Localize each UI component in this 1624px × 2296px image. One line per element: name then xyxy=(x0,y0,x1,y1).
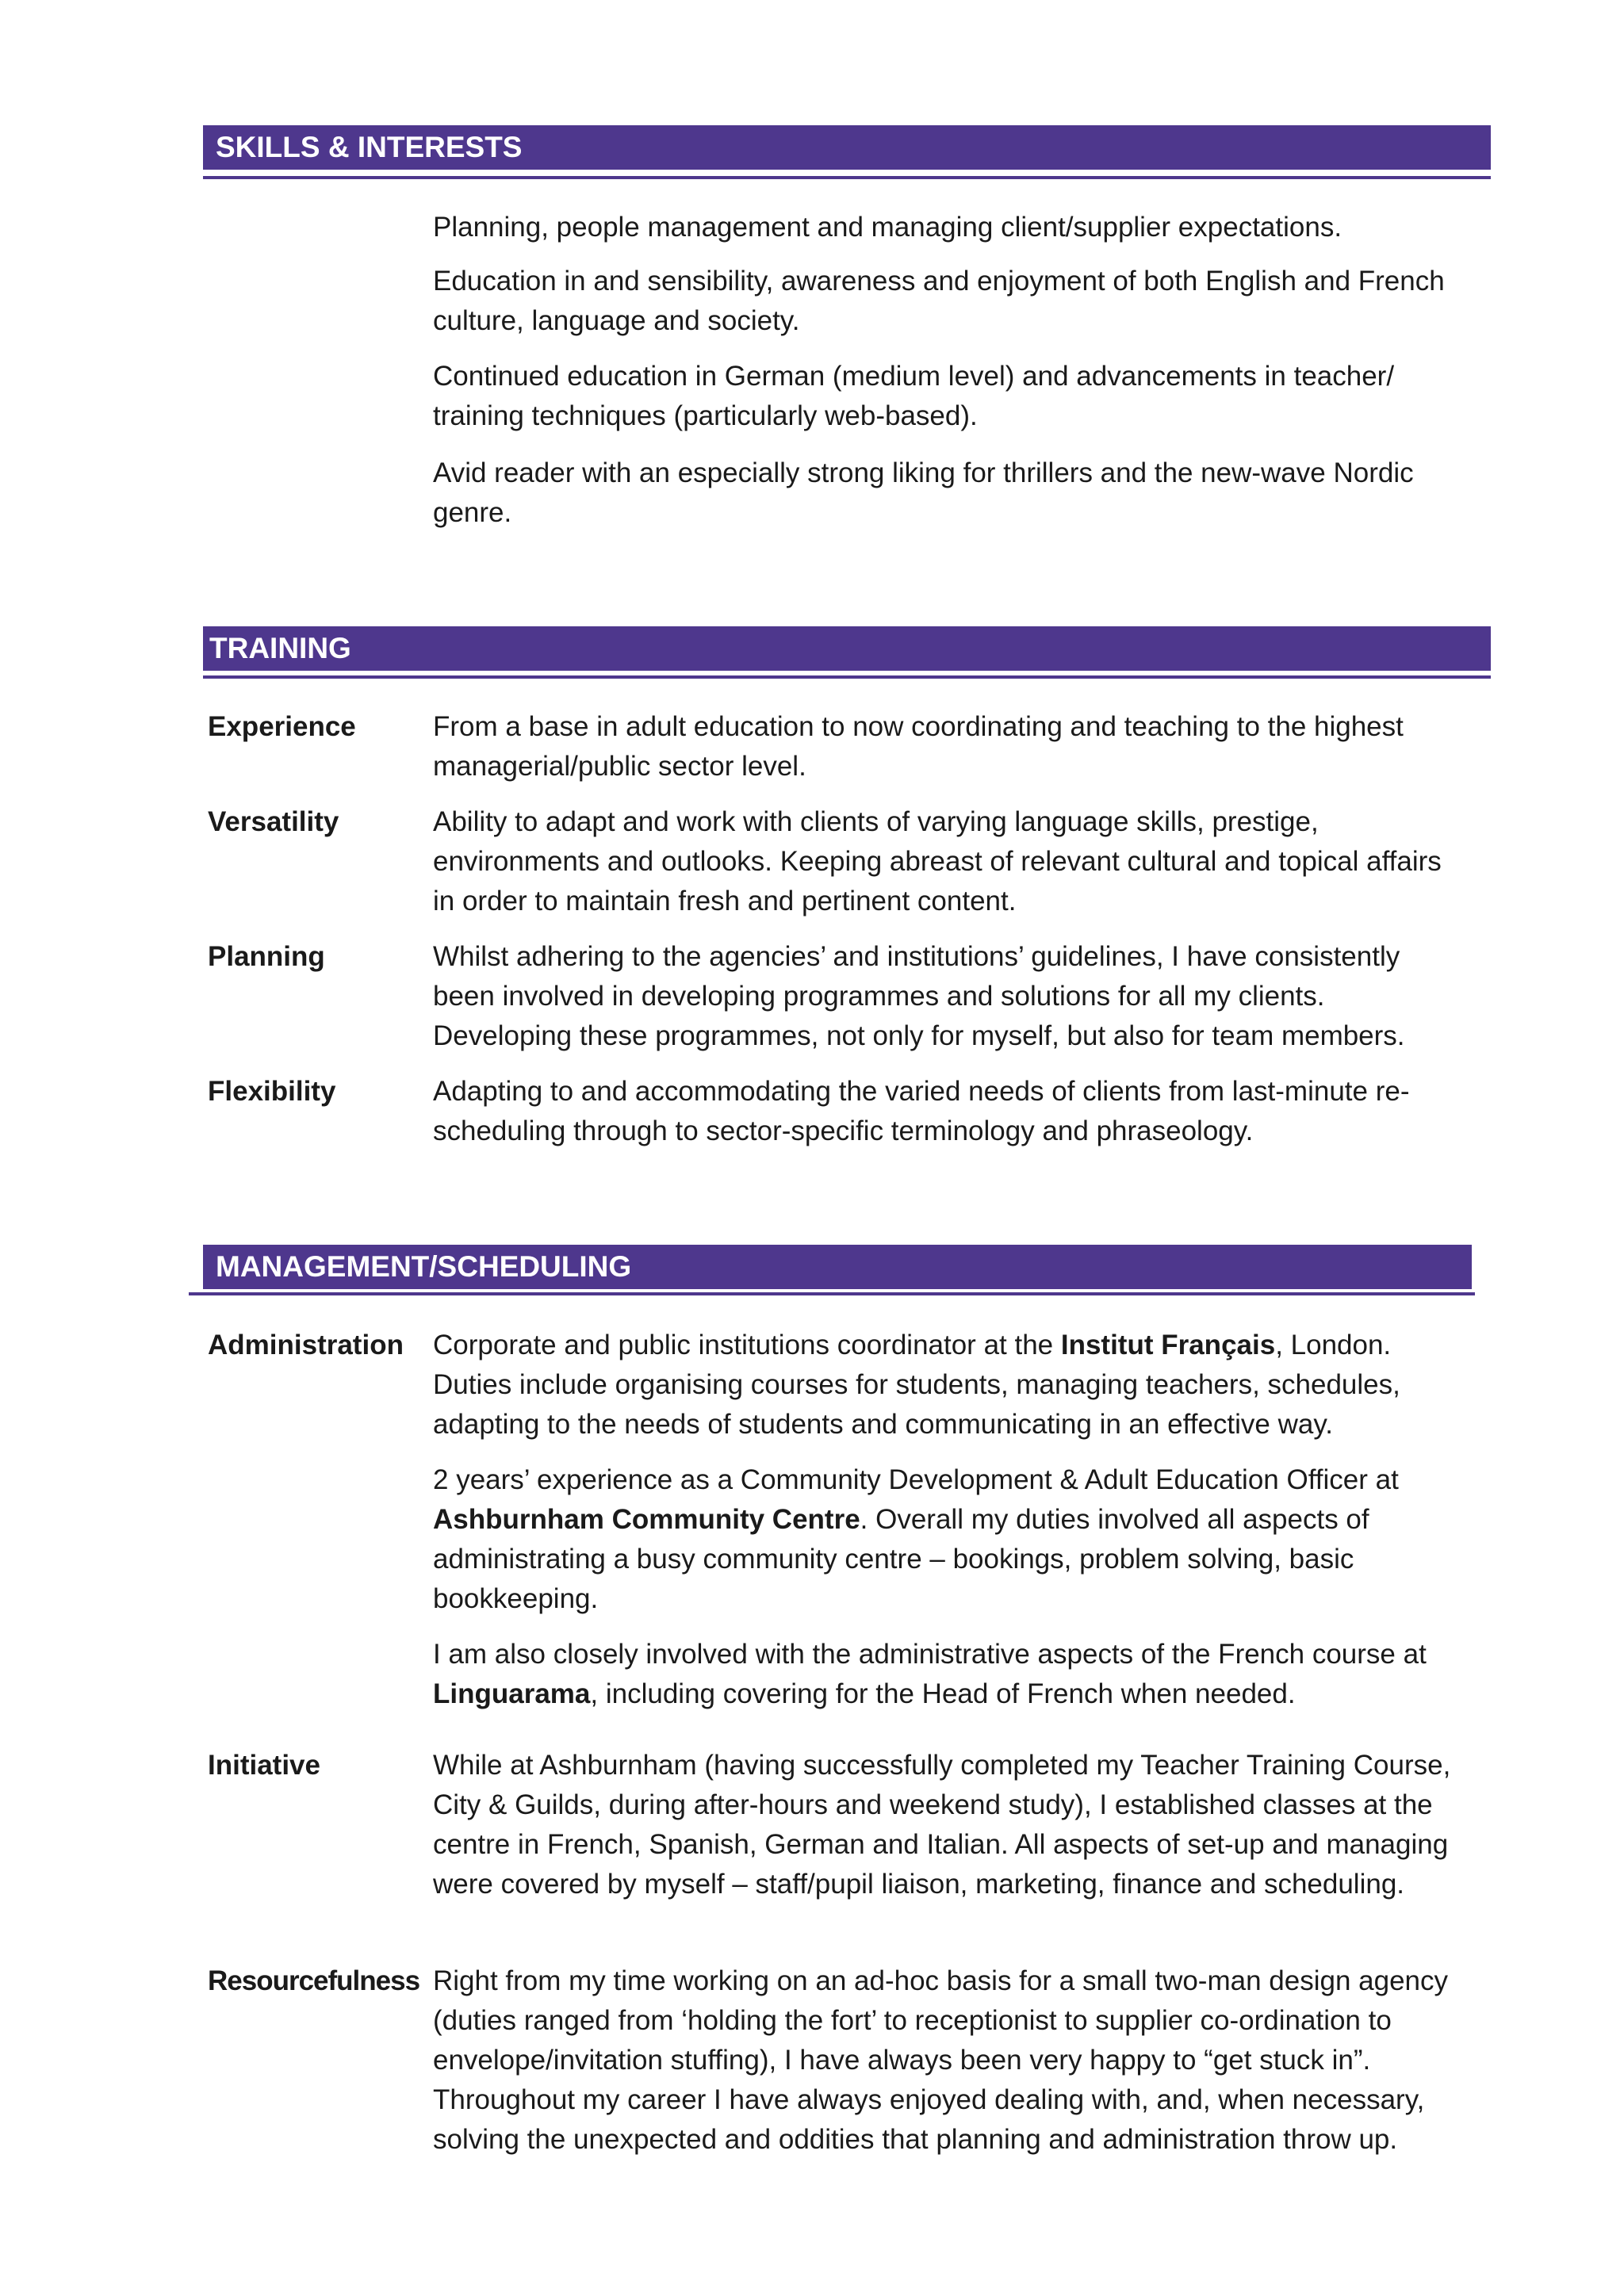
skills-paragraph-4: Avid reader with an especially strong liking for thrillers and the new-wave Nordic genre. xyxy=(433,457,1414,528)
training-text-experience: From a base in adult education to now coordinating and teaching to the highest managerial/public sector level. xyxy=(433,711,1404,782)
management-heading-rule xyxy=(189,1292,1475,1295)
training-text-versatility: Ability to adapt and work with clients of varying language skills, prestige, environments and outlooks. Keeping abreast of relevant cultural and topical affairs in order to maintain fresh and pertinent content. xyxy=(433,806,1442,916)
skills-paragraph-1: Planning, people management and managing client/supplier expectations. xyxy=(433,212,1342,243)
training-heading-band xyxy=(203,626,1491,671)
management-label-administration: Administration xyxy=(208,1330,404,1360)
training-text-flexibility: Adapting to and accommodating the varied needs of clients from last-minute re-scheduling through to sector-specific terminology and phraseology. xyxy=(433,1076,1410,1146)
administration-p1-text-after: , London. Duties include organising courses for students, managing teachers, schedules, adapting to the needs of students and communicating in an effective way. xyxy=(433,1330,1400,1440)
training-label-planning: Planning xyxy=(208,941,325,972)
administration-p3-text-before: I am also closely involved with the administrative aspects of the French course at xyxy=(433,1639,1427,1670)
training-heading-rule xyxy=(203,675,1491,679)
training-label-experience: Experience xyxy=(208,711,356,742)
skills-heading-band xyxy=(203,125,1491,170)
management-heading-band xyxy=(203,1245,1472,1289)
initiative-text: While at Ashburnham (having successfully completed my Teacher Training Course, City & Guilds, during after-hours and weekend study), I established classes at the centre in French, Spanish, German and Italian. All aspects of set-up and managing were covered by myself – staff/pupil liaison, marketing, finance and scheduling. xyxy=(433,1750,1451,1900)
skills-paragraph-2: Education in and sensibility, awareness and enjoyment of both English and French culture, language and society. xyxy=(433,266,1445,336)
institut-francais-name: Institut Français xyxy=(1060,1330,1276,1360)
management-label-resourcefulness: Resourcefulness xyxy=(208,1965,420,1996)
administration-p3-text-after: , including covering for the Head of French when needed. xyxy=(590,1678,1296,1709)
skills-paragraph-3: Continued education in German (medium level) and advancements in teacher/ training techniques (particularly web-based). xyxy=(433,361,1395,431)
administration-p2-text-after: . Overall my duties involved all aspects of administrating a busy community centre – bookings, problem solving, basic bookkeeping. xyxy=(433,1504,1369,1614)
training-heading: TRAINING xyxy=(209,632,351,664)
management-heading: MANAGEMENT/SCHEDULING xyxy=(216,1250,632,1283)
skills-heading: SKILLS & INTERESTS xyxy=(216,131,523,163)
administration-paragraph-1 xyxy=(433,1326,1456,1445)
administration-paragraph-3 xyxy=(433,1635,1456,1714)
administration-p1-text-before: Corporate and public institutions coordinator at the xyxy=(433,1330,1061,1360)
resourcefulness-text: Right from my time working on an ad-hoc basis for a small two-man design agency (duties ranged from ‘holding the fort’ to receptionist to supplier co-ordination to envelope/invitation stuffing), I have always been very happy to “get stuck in”. Throughout my career I have always enjoyed dealing with, and, when necessary, solving the unexpected and oddities that planning and administration throw up. xyxy=(433,1965,1448,2155)
training-label-flexibility: Flexibility xyxy=(208,1076,336,1107)
training-text-planning: Whilst adhering to the agencies’ and institutions’ guidelines, I have consistently been involved in developing programmes and solutions for all my clients. Developing these programmes, not only for myself, but also for team members. xyxy=(433,941,1405,1051)
ashburnham-centre-name: Ashburnham Community Centre xyxy=(433,1504,860,1535)
linguarama-name: Linguarama xyxy=(433,1678,591,1709)
administration-p2-text-before: 2 years’ experience as a Community Development & Adult Education Officer at xyxy=(433,1464,1399,1495)
training-label-versatility: Versatility xyxy=(208,806,339,837)
management-label-initiative: Initiative xyxy=(208,1750,320,1781)
administration-paragraph-2 xyxy=(433,1460,1456,1619)
skills-heading-rule xyxy=(203,176,1491,179)
